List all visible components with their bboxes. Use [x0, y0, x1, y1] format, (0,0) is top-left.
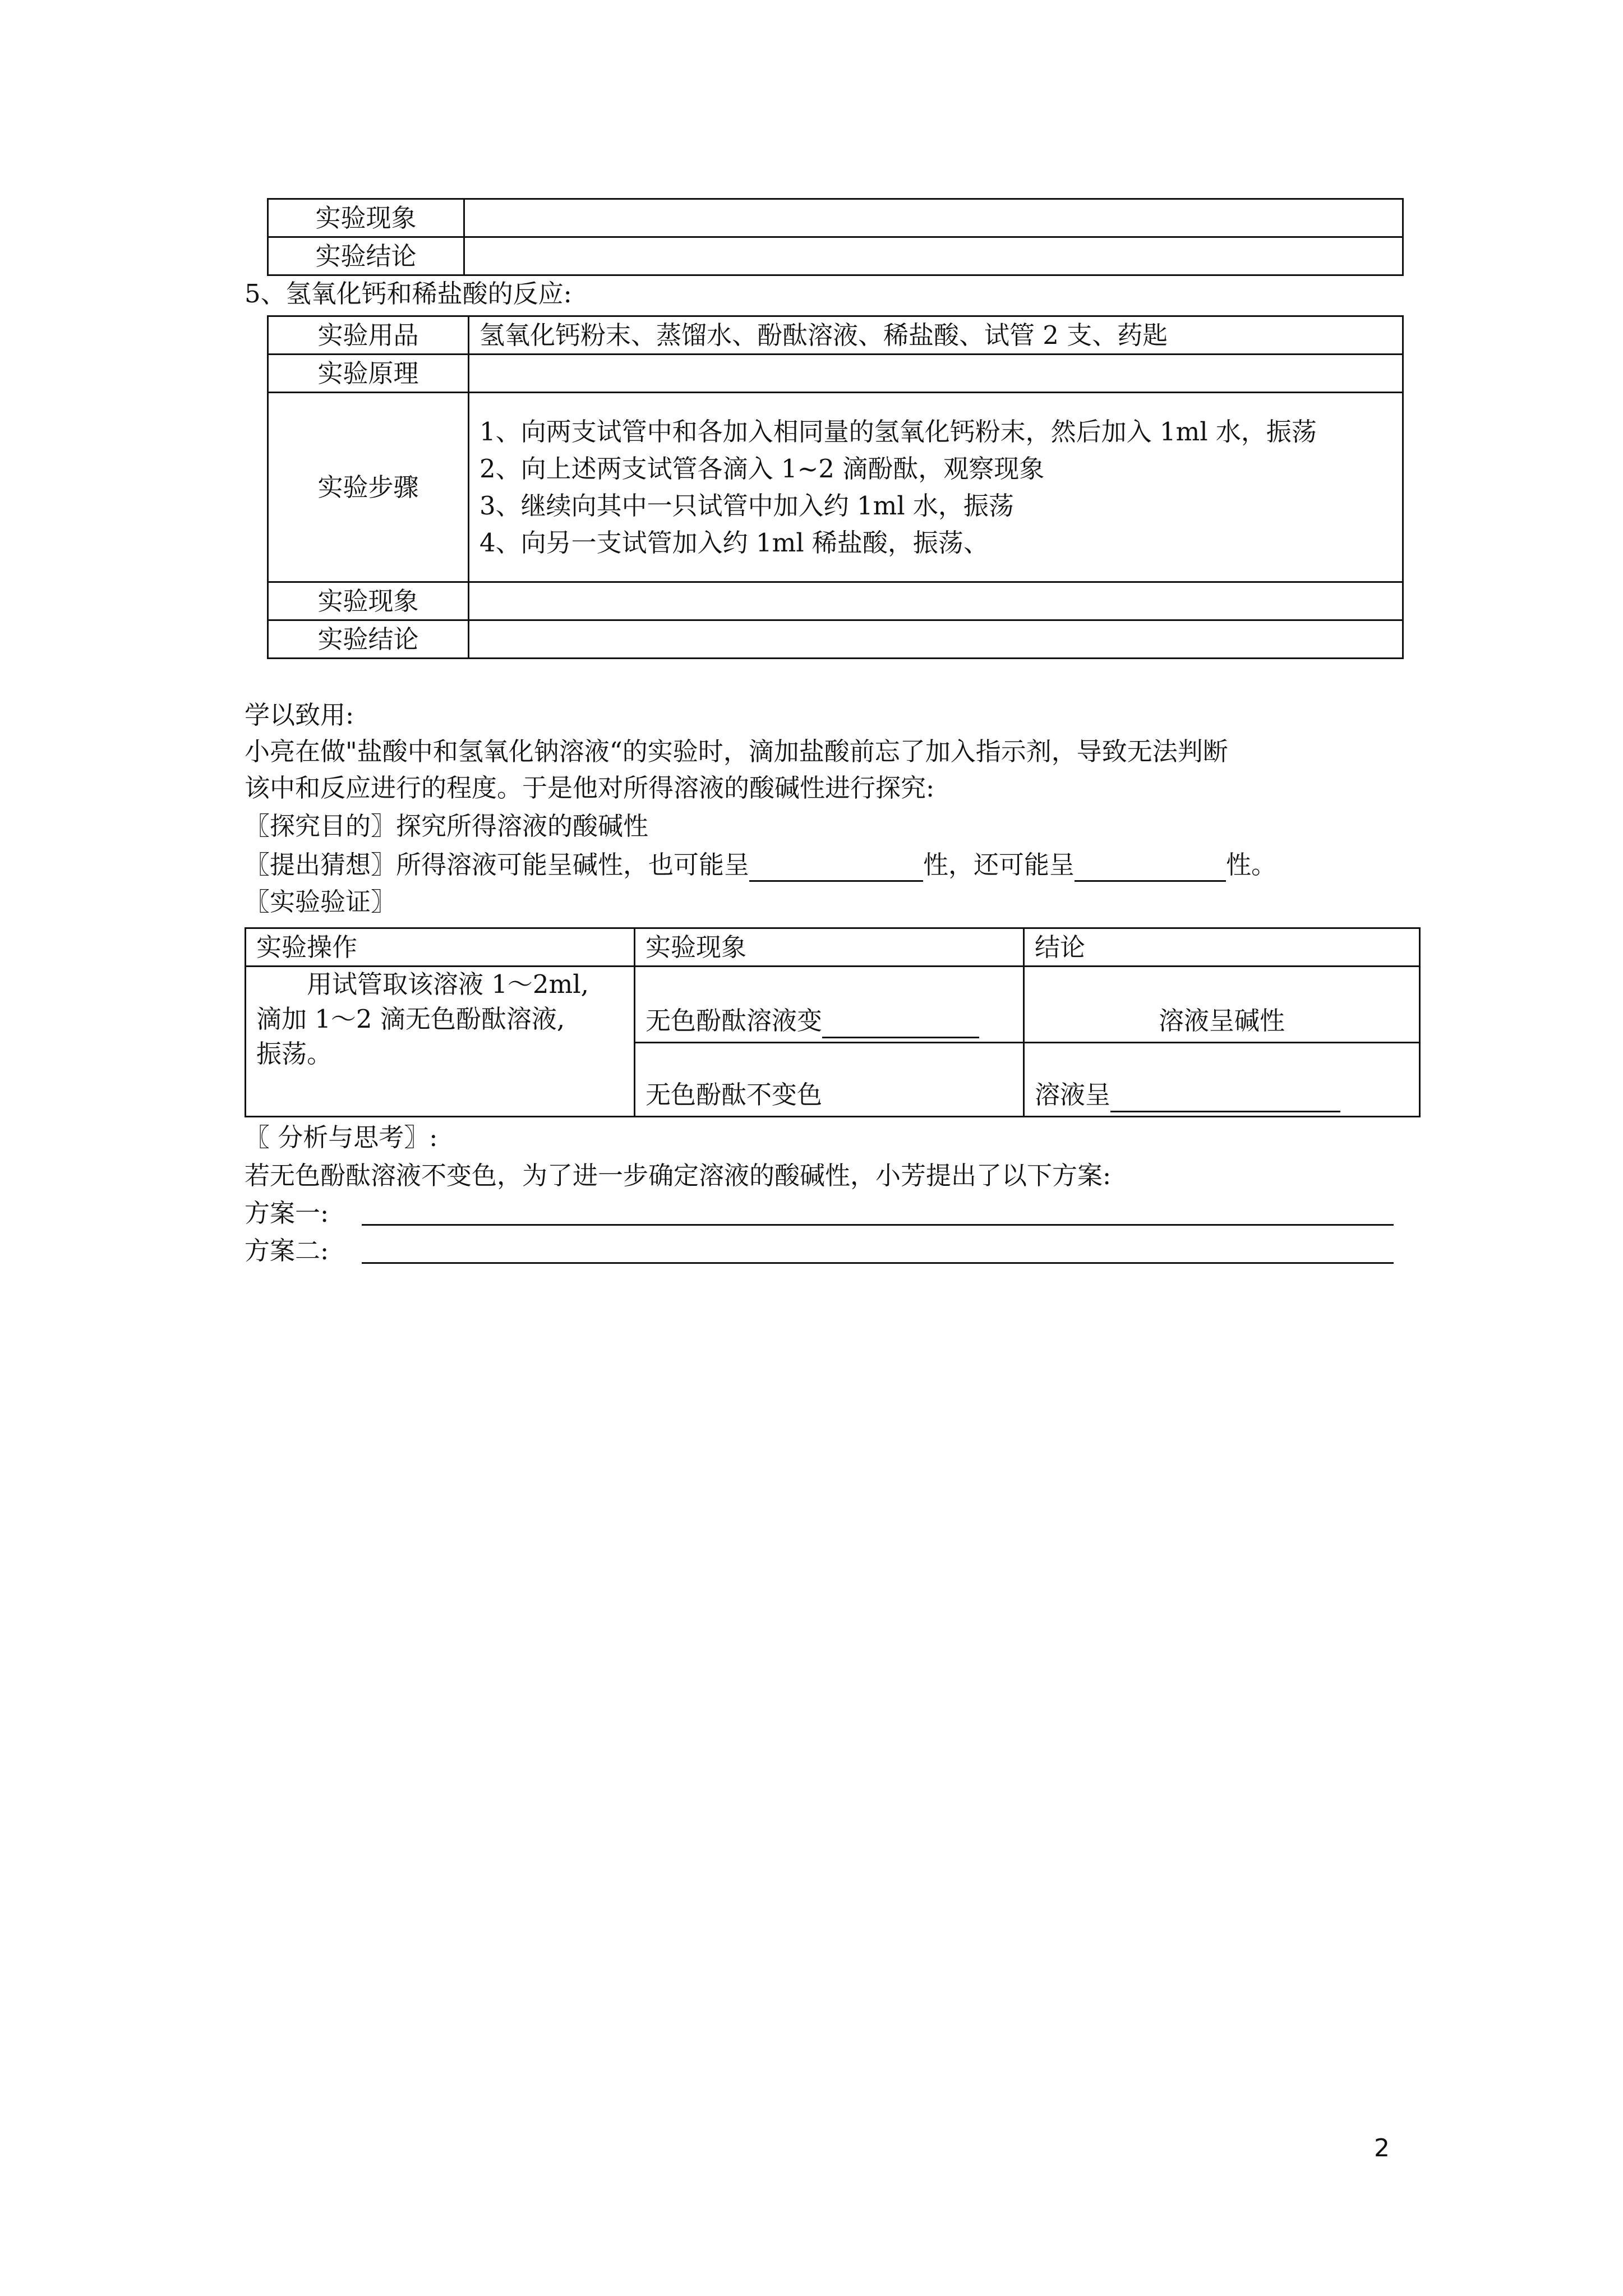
page-number: 2 — [1374, 2134, 1390, 2162]
table-row — [268, 199, 1403, 237]
step-item: 2、向上述两支试管各滴入 1~2 滴酚酞，观察现象 — [479, 453, 1045, 484]
supplies-label: 实验用品 — [268, 316, 469, 355]
application-intro-line2: 该中和反应进行的程度。于是他对所得溶液的酸碱性进行探究: — [245, 773, 935, 803]
conclusion-label: 实验结论 — [268, 620, 469, 659]
operation-line: 振荡。 — [256, 1039, 333, 1069]
application-intro-line1: 小亮在做"盐酸中和氢氧化钠溶液“的实验时，滴加盐酸前忘了加入指示剂，导致无法判断 — [245, 737, 1228, 766]
application-purpose: 〖探究目的〗探究所得溶液的酸碱性 — [245, 811, 649, 841]
guess-blank-2[interactable] — [1075, 852, 1226, 882]
verify-heading: 〖实验验证〗 — [245, 887, 396, 917]
phenomenon-cell — [635, 967, 1024, 1043]
plan1-answer-line[interactable] — [362, 1224, 1394, 1226]
table-row — [268, 316, 1403, 355]
operation-line: 用试管取该溶液 1～2ml, — [307, 969, 589, 999]
application-guess — [245, 848, 1276, 882]
operation-cell — [246, 967, 635, 1117]
guess-text: 〖提出猜想〗所得溶液可能呈碱性，也可能呈 — [245, 850, 750, 880]
conclusion-cell — [1024, 1043, 1420, 1117]
row-content — [464, 199, 1403, 237]
column-header: 实验操作 — [246, 928, 635, 967]
experiment-table-section5 — [267, 315, 1404, 659]
table-header-row — [246, 928, 1420, 967]
step-item: 1、向两支试管中和各加入相同量的氢氧化钙粉末，然后加入 1ml 水，振荡 — [479, 416, 1317, 447]
table-row — [268, 237, 1403, 275]
table-row — [268, 620, 1403, 659]
guess-blank-1[interactable] — [749, 852, 923, 882]
table-row — [268, 582, 1403, 620]
table-row — [246, 967, 1420, 1043]
conclusion-value — [469, 620, 1403, 659]
phenomenon-text: 无色酚酞溶液变 — [645, 1006, 823, 1036]
analysis-heading: 〖 分析与思考〗: — [245, 1122, 438, 1152]
row-content — [464, 237, 1403, 275]
conclusion-cell: 溶液呈碱性 — [1024, 967, 1420, 1043]
step-item: 4、向另一支试管加入约 1ml 稀盐酸，振荡、 — [479, 527, 989, 558]
phenomenon-value — [469, 582, 1403, 620]
section5-heading: 5、氢氧化钙和稀盐酸的反应: — [245, 279, 572, 309]
row-label: 实验结论 — [268, 237, 464, 275]
guess-text: 性，还可能呈 — [923, 850, 1075, 880]
verification-table — [245, 927, 1421, 1117]
table-row — [268, 355, 1403, 393]
steps-label: 实验步骤 — [268, 393, 469, 582]
conclusion-text: 溶液呈 — [1035, 1080, 1111, 1110]
guess-text: 性。 — [1226, 850, 1277, 880]
phenomenon-blank[interactable] — [822, 1009, 979, 1038]
conclusion-blank[interactable] — [1110, 1083, 1340, 1112]
row-label: 实验现象 — [268, 199, 464, 237]
analysis-text: 若无色酚酞溶液不变色，为了进一步确定溶液的酸碱性，小芳提出了以下方案: — [245, 1161, 1112, 1190]
supplies-value: 氢氧化钙粉末、蒸馏水、酚酞溶液、稀盐酸、试管 2 支、药匙 — [469, 316, 1403, 355]
application-heading: 学以致用: — [245, 700, 354, 730]
plan2-label: 方案二: — [245, 1236, 329, 1266]
operation-line: 滴加 1～2 滴无色酚酞溶液, — [256, 1004, 565, 1034]
principle-label: 实验原理 — [268, 355, 469, 393]
phenomenon-label: 实验现象 — [268, 582, 469, 620]
steps-content — [469, 393, 1403, 582]
table-row — [268, 393, 1403, 582]
plan1-label: 方案一: — [245, 1198, 329, 1228]
experiment-table-continued — [267, 198, 1404, 276]
column-header: 实验现象 — [635, 928, 1024, 967]
column-header: 结论 — [1024, 928, 1420, 967]
principle-value — [469, 355, 1403, 393]
step-item: 3、继续向其中一只试管中加入约 1ml 水，振荡 — [479, 490, 1014, 521]
phenomenon-cell: 无色酚酞不变色 — [635, 1043, 1024, 1117]
plan2-answer-line[interactable] — [362, 1262, 1394, 1264]
